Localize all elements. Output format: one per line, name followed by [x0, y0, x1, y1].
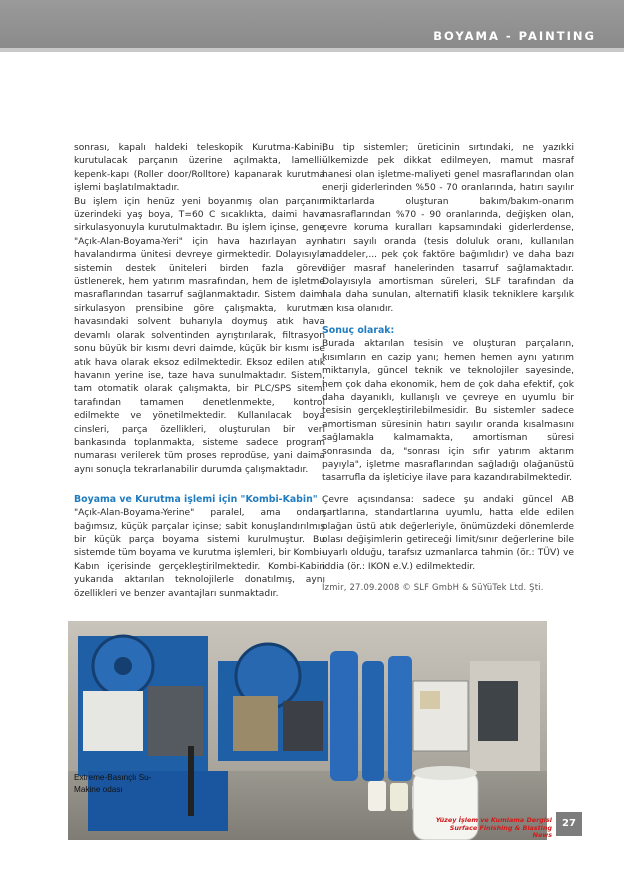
section-header-bar [0, 0, 624, 50]
magazine-brand-line-1: Yüzey İşlem ve Kumlama Dergisi [435, 816, 552, 824]
right-paragraph-2: Burada aktarılan tesisin ve oluşturan parçaların, kısımların en cazip yanı; hemen hemen aynı yatırım miktarıyla, güncel teknik ve teknolojiler sayesinde, hem çok daha ekonomik, hem de çok daha efektif, çok daha dayanıklı, kullanışlı ve çevreye en uyumlu bir tesisin gerçekleştirilebilmesidir. Bu sistemler sadece amortisman süresinin hatırı sayılır oranda kısalmasını sağlamakla kalmamakta, amortisman süresi sonrasında da, "sonrası için sıfır yatırım aktarım payıyla", işletme masraflarından sağladığı olağanüstü tasarrufla da işleticiye ilave para kazandırabilmektedir. [322, 339, 574, 484]
magazine-brand-line-2: Surface Finishing & Blasting News [449, 823, 552, 840]
page-number: 27 [556, 812, 582, 836]
right-paragraph-3: Çevre açısındansa: sadece şu andaki güncel AB şartlarına, standartlarına uyumlu, hatta elde edilen olağan üstü atık değerleriyle, önümüzdeki dönemlerde olası değişimlerin getireceği limit/sınır değerlerine bile uyarlı olduğu, tarafsız uzmanlarca tahmin (ör.: TÜV) ve iddia (ör.: IKON e.V.) edilmektedir. [322, 494, 574, 572]
left-text-column [74, 142, 325, 601]
left-paragraph-1: sonrası, kapalı haldeki teleskopik Kurutma-Kabini, kurutulacak parçanın üzerine açılmakta, lamelli-kepenk-kapı (Roller door/Rolltore) kapanarak kurutma işlemi başlatılmaktadır. [74, 143, 325, 194]
right-text-column [322, 142, 574, 595]
conclusion-heading: Sonuç olarak: [322, 325, 395, 337]
right-paragraph-1: Bu tip sistemler; üreticinin sırtındaki, ne yazıkki ülkemizde pek dikkat edilmeyen, mamut masraf hanesi olan işletme-maliyeti genel masraflarından olan enerji giderlerinden %50 - 70 oranlarında, hatırı sayılır miktarlarda oluşturan bakım/bakım-onarım masraflarından %70 - 90 oranlarında, değişken olan, çevre koruma kuralları kapsamındaki giderlerdense, hatırı sayılı oranda (tesis doluluk oranı, kullanılan maddeler,... pek çok faktöre bağımlıdır) ve daha bazı diğer masraf hanelerinden tasarruf sağlamaktadır. Dolayısıyla amortisman süreleri, SLF tarafından da hala daha sunulan, alternatifi klasik tekniklere karşılık en kısa olanıdır. [322, 143, 574, 314]
section-title: BOYAMA - PAINTING [433, 29, 596, 43]
signature-line: İzmir, 27.09.2008 © SLF GmbH & SüYüTek Ltd. Şti. [322, 582, 544, 593]
magazine-brand [432, 817, 552, 840]
machine-room-illustration [68, 621, 547, 840]
kombi-kabin-heading: Boyama ve Kurutma işlemi için "Kombi-Kabin" [74, 494, 318, 506]
machine-room-photo [68, 621, 547, 840]
left-paragraph-3: "Açık-Alan-Boyama-Yerine" paralel, ama ondan bağımsız, küçük parçalar içinse; sabit konuşlandırılmış bir küçük parça boyama sistemi kurulmuştur. Bu sistemde tüm boyama ve kurutma işlemleri, bir Kombi-Kabın içerisinde gerçekleştirilmektedir. Kombi-Kabin yukarıda aktarılan teknolojilerle donatılmış, aynı özellikleri ve benzer avantajları sunmaktadır. [74, 508, 325, 599]
photo-caption: Extreme-Basınçlı Su-Makine odası [74, 773, 152, 794]
left-paragraph-2: Bu işlem için henüz yeni boyanmış olan parçanın üzerindeki yaş boya, T=60 C sıcaklıkta, daimi hava sirkulasyonuyla kurutulmaktadır. Bu işlem içinse, gene "Açık-Alan-Boyama-Yeri" için hava hazırlayan aynı havalandırma ünitesi devreye girmektedir. Dolayısıyla sistemin destek üniteleri birden fazla görevi üstlenerek, hem yatırım masrafından, hem de işletme masraflarından tasarruf sağlanmaktadır. Sistem daimi sirkulasyon prensibine göre çalışmakta, kurutma havasındaki solvent buharıyla doymuş atık hava devamlı olarak solventinden ayrıştırılarak, filtrasyon sonu büyük bir kısmı devri daimde, küçük bir kısmı ise atık hava olarak eksoz edilmektedir. Eksoz edilen atık havanın yerine ise, taze hava sunulmaktadır. Sistem, tam otomatik olarak çalışmakta, bir PLC/SPS sitemi tarafından tamamen denetlenmekte, kontrol edilmekte ve yönetilmektedir. Kullanılacak boya cinsleri, parça özellikleri, oluşturulan bir veri bankasında toplanmakta, sisteme sadece program numarası verilerek tüm proses reprodüse, yani daima aynı sonuçla tekrarlanabilir durumda çalışmaktadır. [74, 196, 325, 475]
header-underline [0, 48, 624, 52]
